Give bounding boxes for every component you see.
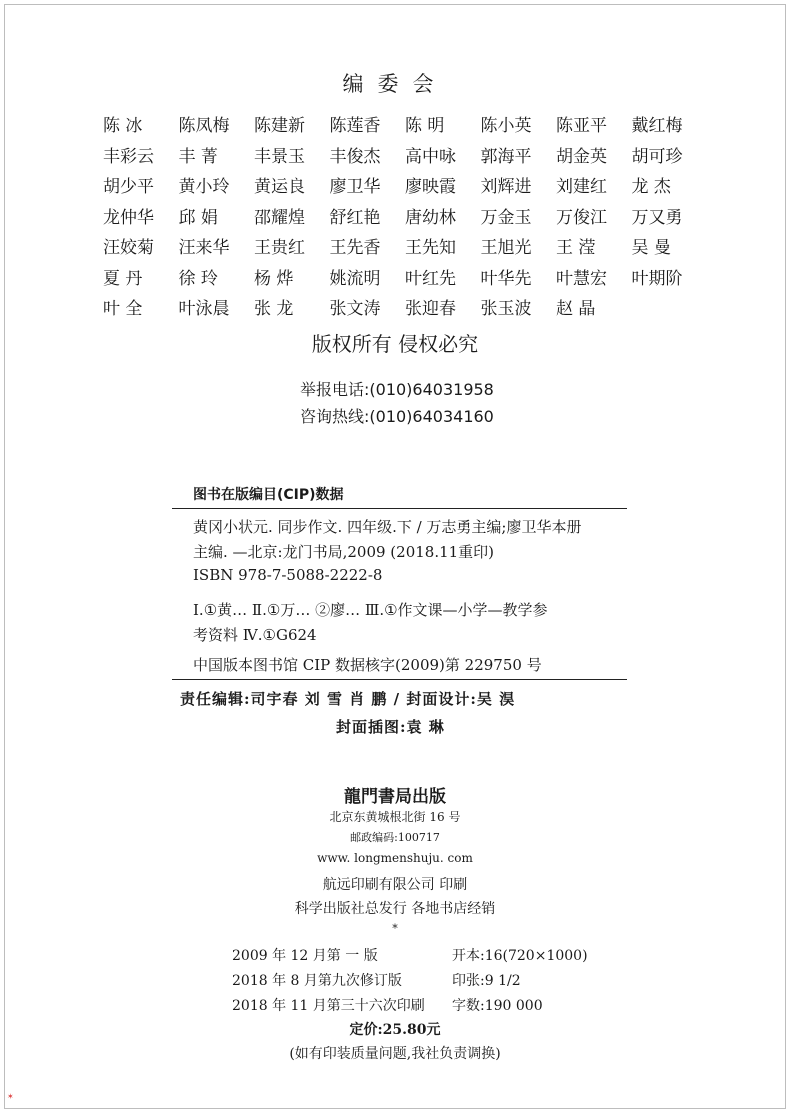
committee-member: 万又勇	[631, 207, 683, 228]
committee-member: 邱 娟	[178, 207, 218, 228]
committee-title: 编委会	[342, 72, 448, 96]
committee-member: 叶期阶	[631, 268, 683, 289]
edition-row-2-left: 2018 年 8 月第九次修订版	[232, 973, 402, 989]
cip-line-1: 黄冈小状元. 同步作文. 四年级.下 / 万志勇主编;廖卫华本册	[193, 518, 582, 536]
committee-row	[103, 264, 713, 295]
committee-member: 王贵红	[254, 238, 305, 258]
committee-member: 陈 冰	[103, 116, 143, 136]
responsibility-line-1: 责任编辑:司宇春 刘 雪 肖 鹏 / 封面设计:吴 淏	[180, 690, 516, 708]
committee-member: 叶华先	[480, 268, 532, 289]
committee-member: 胡金英	[556, 146, 607, 167]
website: www. longmenshuju. com	[317, 851, 473, 865]
committee-member: 叶红先	[405, 268, 456, 289]
responsibility-line-2: 封面插图:袁 琳	[336, 718, 445, 736]
committee-member: 叶 全	[103, 299, 143, 319]
committee-member: 徐 玲	[178, 268, 218, 289]
distributor: 科学出版社总发行 各地书店经销	[294, 901, 496, 917]
committee-member: 张文涛	[329, 299, 381, 319]
committee-member: 陈莲香	[329, 116, 381, 136]
committee-member: 郭海平	[480, 146, 532, 167]
printer: 航远印刷有限公司 印刷	[322, 877, 468, 893]
committee-member: 丰彩云	[103, 146, 154, 167]
committee-member: 胡可珍	[631, 146, 683, 167]
publisher-address: 北京东黄城根北街 16 号	[329, 810, 461, 824]
copyright-statement: 版权所有 侵权必究	[311, 332, 479, 356]
committee-member: 万俊江	[556, 207, 607, 228]
committee-member: 杨 烨	[254, 268, 294, 289]
edition-row-1-left: 2009 年 12 月第 一 版	[232, 948, 378, 964]
committee-names	[103, 111, 713, 325]
committee-member: 姚流明	[329, 268, 381, 289]
committee-member: 夏 丹	[103, 268, 143, 289]
committee-member: 叶泳晨	[178, 299, 230, 319]
committee-member: 陈建新	[254, 116, 305, 136]
report-phone: 举报电话:(010)64031958	[300, 380, 494, 399]
corner-mark-icon: ✶	[7, 1092, 14, 1101]
committee-member: 廖卫华	[329, 177, 381, 197]
committee-member: 王先知	[405, 238, 456, 258]
committee-member: 张玉波	[480, 299, 532, 319]
committee-member: 陈亚平	[556, 116, 607, 136]
committee-member: 赵 晶	[556, 299, 596, 319]
committee-member: 廖映霞	[405, 177, 456, 197]
committee-member	[632, 294, 708, 325]
committee-member: 黄小玲	[178, 177, 230, 197]
cip-classification-2: 考资料 Ⅳ.①G624	[193, 626, 317, 644]
committee-member: 王 滢	[556, 238, 596, 258]
edition-row-3-right: 字数:190 000	[452, 998, 543, 1014]
committee-member: 张迎春	[405, 299, 456, 319]
cip-isbn: ISBN 978-7-5088-2222-8	[193, 566, 383, 584]
committee-row	[103, 172, 713, 203]
committee-member: 汪来华	[178, 238, 230, 258]
committee-member: 邵耀煌	[254, 207, 305, 228]
publisher-name: 龍門書局出版	[344, 787, 446, 807]
committee-member: 唐幼林	[405, 207, 456, 228]
committee-member: 万金玉	[480, 207, 532, 228]
edition-row-1-right: 开本:16(720×1000)	[452, 948, 588, 964]
committee-member: 胡少平	[103, 177, 154, 197]
committee-member: 陈凤梅	[178, 116, 230, 136]
quality-note: (如有印装质量问题,我社负责调换)	[289, 1046, 501, 1062]
committee-row	[103, 203, 713, 234]
committee-member: 张 龙	[254, 299, 294, 319]
committee-member: 丰 菁	[178, 146, 218, 167]
committee-row	[103, 233, 713, 264]
committee-member: 汪姣菊	[103, 238, 154, 258]
cip-label: 图书在版编目(CIP)数据	[193, 487, 344, 503]
committee-member: 舒红艳	[329, 207, 381, 228]
committee-member: 龙 杰	[631, 177, 671, 197]
cip-number: 中国版本图书馆 CIP 数据核字(2009)第 229750 号	[193, 656, 542, 674]
committee-member: 刘建红	[556, 177, 607, 197]
cip-line-2: 主编. —北京:龙门书局,2009 (2018.11重印)	[193, 543, 495, 561]
committee-row	[103, 111, 713, 142]
separator-asterisk: *	[392, 922, 398, 935]
price: 定价:25.80元	[349, 1022, 441, 1038]
cip-classification-1: Ⅰ.①黄… Ⅱ.①万… ②廖… Ⅲ.①作文课—小学—教学参	[193, 601, 548, 619]
committee-member: 黄运良	[254, 177, 305, 197]
postcode: 邮政编码:100717	[350, 831, 440, 844]
committee-member: 丰景玉	[254, 146, 305, 167]
divider	[172, 679, 627, 680]
committee-member: 吴 曼	[631, 238, 671, 258]
committee-row	[103, 294, 713, 325]
committee-member: 陈小英	[480, 116, 532, 136]
committee-member: 叶慧宏	[556, 268, 607, 289]
committee-member: 高中咏	[405, 146, 456, 167]
committee-member: 龙仲华	[103, 207, 154, 228]
committee-member: 丰俊杰	[329, 146, 381, 167]
committee-member: 戴红梅	[631, 116, 683, 136]
committee-member: 王旭光	[480, 238, 532, 258]
committee-member: 陈 明	[405, 116, 445, 136]
edition-row-2-right: 印张:9 1/2	[452, 973, 521, 989]
committee-member: 王先香	[329, 238, 381, 258]
edition-row-3-left: 2018 年 11 月第三十六次印刷	[232, 998, 425, 1014]
consult-phone: 咨询热线:(010)64034160	[300, 407, 494, 426]
committee-row	[103, 142, 713, 173]
committee-member: 刘辉进	[480, 177, 532, 197]
divider	[172, 508, 627, 509]
